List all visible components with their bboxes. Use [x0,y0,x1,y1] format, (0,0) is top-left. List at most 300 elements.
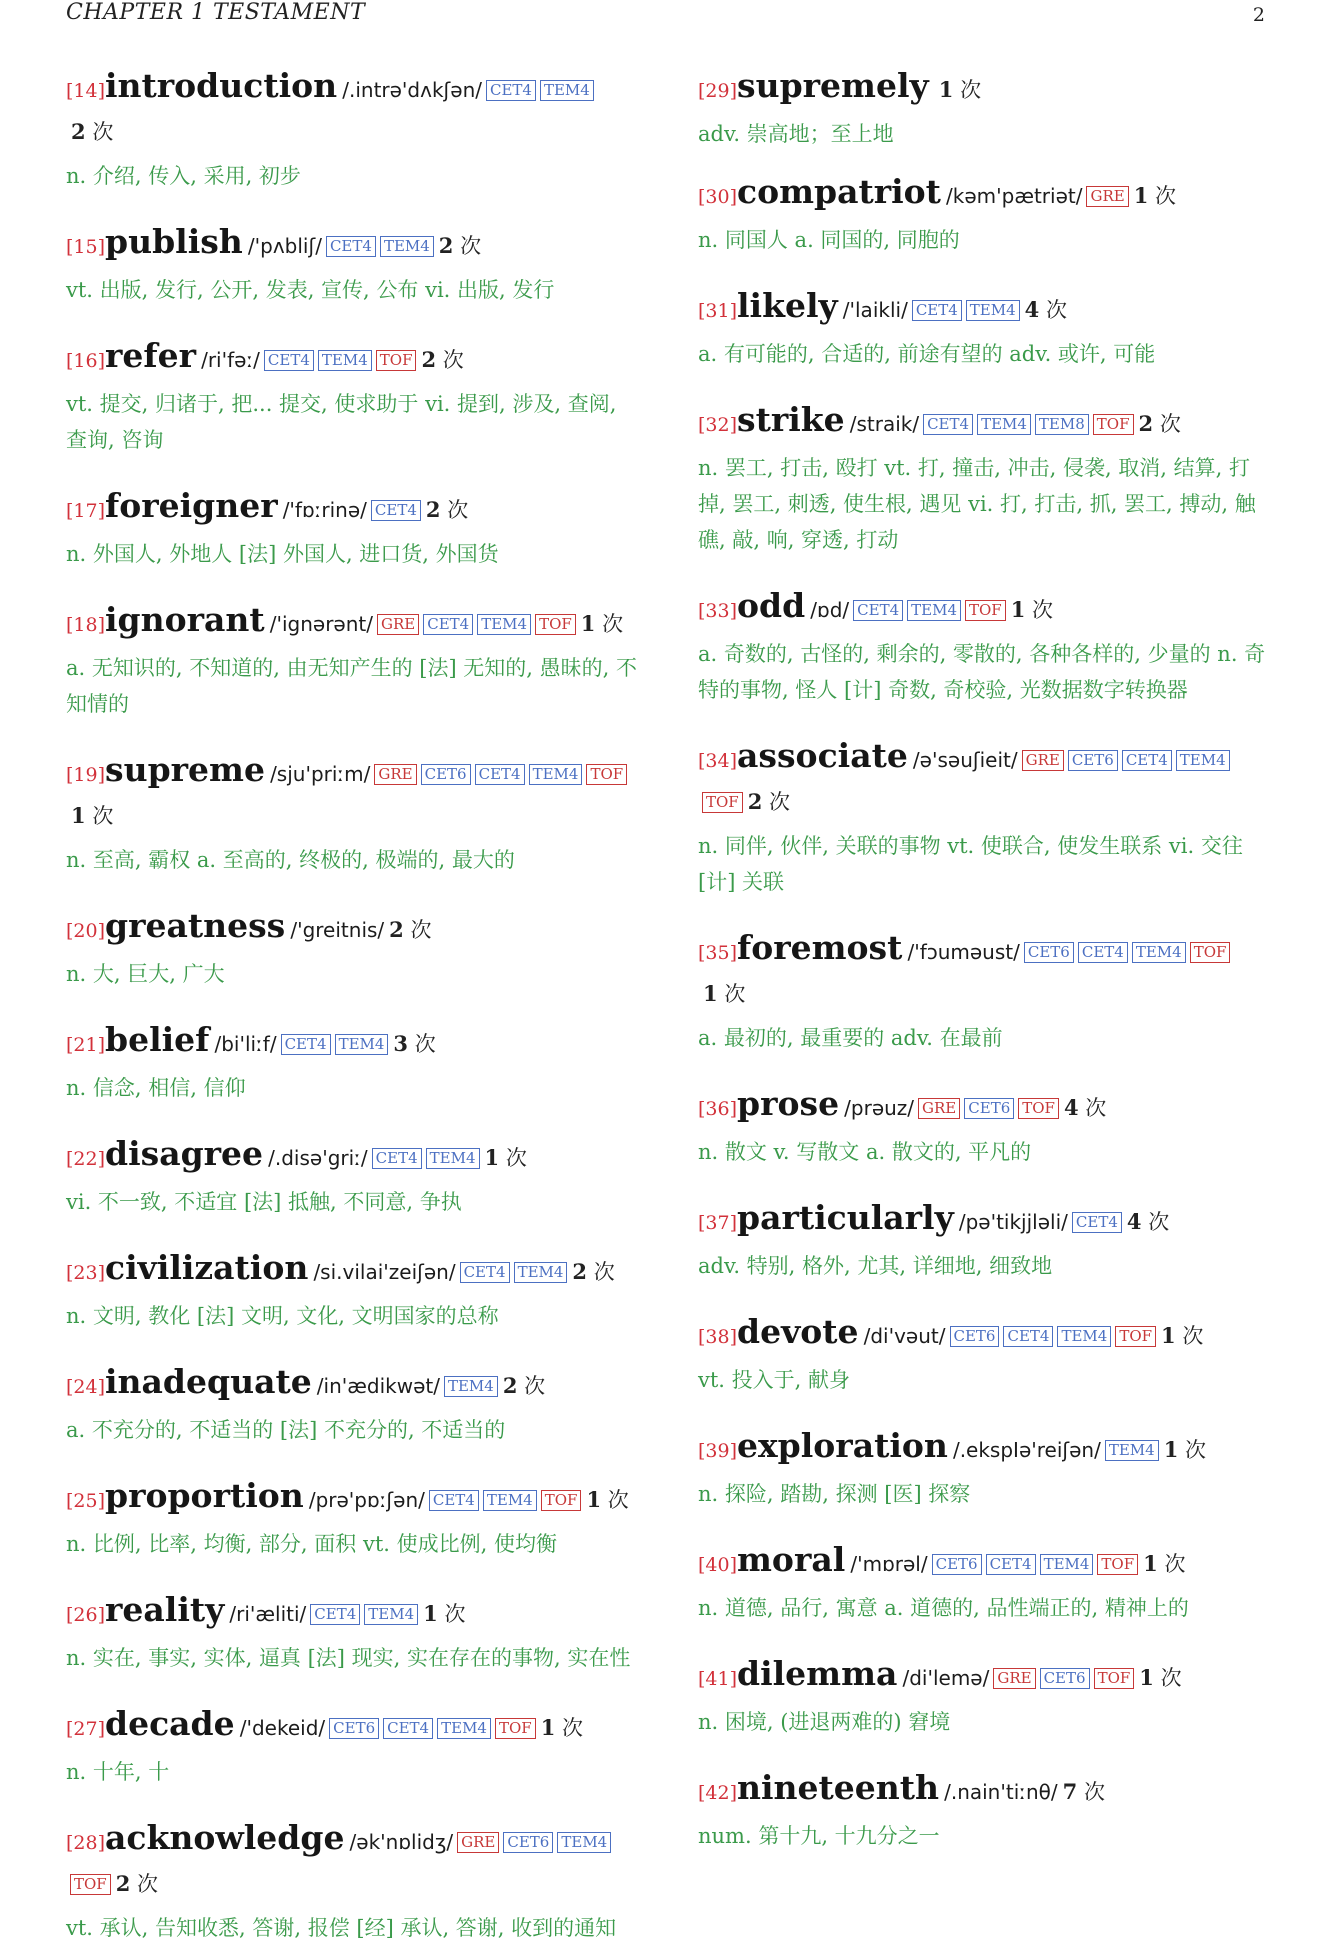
count-number: 2 [421,347,437,372]
count-number: 1 [938,77,954,102]
entry-headline [698,736,1268,824]
definition: n. 探险, 踏勘, 探测 [医] 探察 [698,1482,971,1506]
occurrence-count [703,982,745,1006]
headword: inadequate [105,1362,312,1401]
word-entry [698,1768,1268,1854]
count-number: 1 [586,1487,602,1512]
entry-headline [698,172,1268,218]
count-suffix: 次 [769,790,791,814]
count-suffix: 次 [1164,1552,1186,1576]
exam-tag-gre: GRE [918,1098,960,1119]
definition: n. 信念, 相信, 信仰 [66,1076,246,1100]
word-entry [698,1312,1268,1398]
exam-tag-tem4: TEM4 [1132,942,1186,963]
word-entry [698,1198,1268,1284]
exam-tag-tof: TOF [1093,414,1134,435]
occurrence-count [439,234,481,258]
count-number: 1 [1143,1551,1158,1576]
exam-tag-tem4: TEM4 [483,1490,537,1511]
entry-headline [66,1134,641,1180]
definition: n. 大, 巨大, 广大 [66,962,225,986]
pronunciation: /di'vəut/ [863,1324,946,1348]
entry-index: [17] [66,500,106,522]
pronunciation: /'pʌbliʃ/ [247,234,322,258]
headword: dilemma [737,1654,898,1693]
occurrence-count [1011,598,1053,622]
word-entry [66,336,641,458]
entry-index: [28] [66,1832,106,1854]
word-entry [66,1818,641,1946]
definition: a. 有可能的, 合适的, 前途有望的 adv. 或许, 可能 [698,342,1156,366]
count-number: 2 [502,1373,518,1398]
definition: a. 不充分的, 不适当的 [法] 不充分的, 不适当的 [66,1418,506,1442]
exam-tag-cet6: CET6 [1024,942,1074,963]
occurrence-count [485,1146,527,1170]
exam-tag-cet6: CET6 [421,764,471,785]
word-entry [66,486,641,572]
entry-index: [22] [66,1148,106,1170]
exam-tag-tof: TOF [965,600,1006,621]
count-suffix: 次 [92,120,114,144]
pronunciation: /sju'priːm/ [270,762,371,786]
entry-headline [698,1540,1268,1586]
count-number: 1 [1161,1323,1176,1348]
occurrence-count [1164,1438,1206,1462]
definition: vt. 提交, 归诸于, 把... 提交, 使求助于 vi. 提到, 涉及, 查阅, 查询, 咨询 [66,392,617,452]
count-suffix: 次 [442,348,464,372]
entry-headline [66,906,641,952]
occurrence-count [71,804,113,828]
headword: decade [105,1704,235,1743]
count-suffix: 次 [460,234,482,258]
exam-tag-cet4: CET4 [372,1148,422,1169]
word-entry [698,66,1268,152]
exam-tag-tof: TOF [70,1874,111,1895]
word-entry [66,1590,641,1676]
entry-headline [66,66,641,154]
exam-tag-tem8: TEM8 [1035,414,1089,435]
exam-tag-tem4: TEM4 [380,236,434,257]
word-entry [66,1704,641,1790]
exam-tag-tof: TOF [1190,942,1231,963]
pronunciation: /.intrə'dʌkʃən/ [342,78,482,102]
exam-tag-cet4: CET4 [371,500,421,521]
count-suffix: 次 [1182,1324,1204,1348]
word-entry [66,1248,641,1334]
definition: a. 奇数的, 古怪的, 剩余的, 零散的, 各种各样的, 少量的 n. 奇特的事物, 怪人 [计] 奇数, 奇校验, 光数据数字转换器 [698,642,1266,702]
pronunciation: /ək'nɒlidʒ/ [349,1830,454,1854]
occurrence-count [426,498,468,522]
word-entry [698,400,1268,558]
exam-tag-tem4: TEM4 [907,600,961,621]
occurrence-count [1025,298,1067,322]
exam-tag-cet4: CET4 [310,1604,360,1625]
entry-index: [31] [698,300,738,322]
count-suffix: 次 [505,1146,527,1170]
exam-tag-tem4: TEM4 [426,1148,480,1169]
count-suffix: 次 [447,498,469,522]
occurrence-count [1063,1780,1105,1804]
entry-headline [698,1768,1268,1814]
exam-tag-cet4: CET4 [460,1262,510,1283]
occurrence-count [389,918,431,942]
entry-headline [698,1198,1268,1244]
occurrence-count [71,120,113,144]
entry-index: [26] [66,1604,106,1626]
definition: n. 同国人 a. 同国的, 同胞的 [698,228,960,252]
definition: n. 十年, 十 [66,1760,170,1784]
pronunciation: /.nain'tiːnθ/ [944,1780,1058,1804]
page-number: 2 [1252,4,1265,26]
exam-tag-cet4: CET4 [423,614,473,635]
exam-tag-tem4: TEM4 [437,1718,491,1739]
definition: n. 实在, 事实, 实体, 逼真 [法] 现实, 实在存在的事物, 实在性 [66,1646,631,1670]
pronunciation: /straik/ [849,412,920,436]
headword: exploration [737,1426,948,1465]
exam-tag-tem4: TEM4 [1105,1440,1159,1461]
exam-tag-tem4: TEM4 [966,300,1020,321]
occurrence-count [748,790,790,814]
count-suffix: 次 [562,1716,583,1740]
count-suffix: 次 [1083,1780,1105,1804]
entry-headline [66,1476,641,1522]
count-suffix: 次 [1160,1666,1182,1690]
pronunciation: /bi'liːf/ [214,1032,277,1056]
pronunciation: /'greitnis/ [290,918,385,942]
exam-tag-cet6: CET6 [964,1098,1014,1119]
definition: adv. 特别, 格外, 尤其, 详细地, 细致地 [698,1254,1053,1278]
word-entry [698,1426,1268,1512]
count-suffix: 次 [410,918,432,942]
exam-tag-tof: TOF [1094,1668,1135,1689]
count-number: 2 [115,1871,131,1896]
entry-index: [38] [698,1326,738,1348]
count-suffix: 次 [1045,298,1067,322]
headword: ignorant [105,600,265,639]
exam-tag-cet4: CET4 [475,764,525,785]
count-number: 3 [393,1031,409,1056]
count-suffix: 次 [1032,598,1054,622]
headword: publish [105,222,243,261]
occurrence-count [1127,1210,1169,1234]
definition: n. 同伴, 伙伴, 关联的事物 vt. 使联合, 使发生联系 vi. 交往 [计] 关联 [698,834,1243,894]
entry-index: [19] [66,764,106,786]
word-entry [66,222,641,308]
entry-headline [698,1312,1268,1358]
entry-headline [698,400,1268,446]
headword: proportion [105,1476,304,1515]
pronunciation: /.disə'griː/ [268,1146,368,1170]
count-suffix: 次 [960,78,982,102]
entry-index: [20] [66,920,106,942]
count-suffix: 次 [92,804,114,828]
definition: vi. 不一致, 不适宜 [法] 抵触, 不同意, 争执 [66,1190,462,1214]
pronunciation: /ə'səuʃieit/ [912,748,1018,772]
word-entry [698,928,1268,1056]
headword: reality [105,1590,225,1629]
exam-tag-cet6: CET6 [329,1718,379,1739]
count-suffix: 次 [524,1374,546,1398]
entry-index: [15] [66,236,106,258]
exam-tag-cet4: CET4 [912,300,962,321]
pronunciation: /in'ædikwət/ [316,1374,440,1398]
pronunciation: /'ignərənt/ [269,612,373,636]
exam-tag-tem4: TEM4 [477,614,531,635]
count-number: 1 [540,1715,556,1740]
entry-index: [24] [66,1376,106,1398]
occurrence-count [503,1374,545,1398]
word-entry [698,1654,1268,1740]
count-number: 4 [1126,1209,1142,1234]
exam-tag-gre: GRE [377,614,419,635]
pronunciation: /prə'pɒːʃən/ [308,1488,425,1512]
count-suffix: 次 [444,1602,466,1626]
occurrence-count [939,78,981,102]
count-number: 2 [747,789,763,814]
count-suffix: 次 [724,982,746,1006]
count-suffix: 次 [602,612,624,636]
exam-tag-tof: TOF [376,350,417,371]
definition: n. 介绍, 传入, 采用, 初步 [66,164,301,188]
word-entry [66,600,641,722]
entry-index: [16] [66,350,106,372]
entry-index: [29] [698,80,738,102]
exam-tag-tof: TOF [1115,1326,1156,1347]
count-suffix: 次 [414,1032,436,1056]
count-number: 1 [484,1145,500,1170]
entry-headline [66,600,641,646]
headword: acknowledge [105,1818,345,1857]
headword: supreme [105,750,265,789]
headword: introduction [105,66,338,105]
exam-tag-gre: GRE [457,1832,499,1853]
exam-tag-cet4: CET4 [853,600,903,621]
definition: adv. 崇高地；至上地 [698,122,894,146]
word-entry [698,586,1268,708]
definition: vt. 承认, 告知收悉, 答谢, 报偿 [经] 承认, 答谢, 收到的通知 [66,1916,617,1940]
entry-index: [39] [698,1440,738,1462]
exam-tag-tem4: TEM4 [529,764,583,785]
exam-tag-cet6: CET6 [950,1326,1000,1347]
pronunciation: /ri'fəː/ [201,348,260,372]
exam-tag-cet4: CET4 [326,236,376,257]
occurrence-count [1161,1324,1203,1348]
count-number: 4 [1024,297,1040,322]
headword: supremely [737,66,929,105]
chapter-title: CHAPTER 1 TESTAMENT [66,0,366,25]
count-suffix: 次 [1155,184,1177,208]
pronunciation: /.ekspIə'reiʃən/ [952,1438,1101,1462]
definition: a. 最初的, 最重要的 adv. 在最前 [698,1026,1003,1050]
exam-tag-cet4: CET4 [383,1718,433,1739]
exam-tag-tof: TOF [586,764,627,785]
entry-headline [66,336,641,382]
exam-tag-cet6: CET6 [1040,1668,1090,1689]
headword: belief [105,1020,210,1059]
exam-tag-gre: GRE [374,764,416,785]
exam-tag-tem4: TEM4 [444,1376,498,1397]
headword: particularly [737,1198,954,1237]
occurrence-count [1139,1666,1181,1690]
definition: vt. 投入于, 献身 [698,1368,851,1392]
pronunciation: /ri'æliti/ [229,1602,307,1626]
definition: n. 散文 v. 写散文 a. 散文的, 平凡的 [698,1140,1032,1164]
occurrence-count [572,1260,614,1284]
exam-tag-cet4: CET4 [264,350,314,371]
exam-tag-gre: GRE [1022,750,1064,771]
occurrence-count [541,1716,583,1740]
entry-index: [42] [698,1782,738,1804]
exam-tag-gre: GRE [1086,186,1128,207]
definition: n. 困境, (进退两难的) 窘境 [698,1710,951,1734]
exam-tag-tem4: TEM4 [318,350,372,371]
entry-index: [35] [698,942,738,964]
word-entry [698,736,1268,900]
headword: compatriot [737,172,941,211]
count-number: 1 [580,611,596,636]
entry-index: [14] [66,80,106,102]
exam-tag-tof: TOF [702,792,743,813]
headword: foremost [737,928,903,967]
entry-index: [37] [698,1212,738,1234]
occurrence-count [1134,184,1176,208]
count-number: 1 [1163,1437,1179,1462]
entry-headline [698,1426,1268,1472]
exam-tag-tof: TOF [1018,1098,1059,1119]
definition: a. 无知识的, 不知道的, 由无知产生的 [法] 无知的, 愚昧的, 不知情的 [66,656,638,716]
exam-tag-tof: TOF [541,1490,582,1511]
occurrence-count [1143,1552,1185,1576]
exam-tag-cet4: CET4 [281,1034,331,1055]
count-suffix: 次 [593,1260,615,1284]
occurrence-count [421,348,463,372]
exam-tag-tof: TOF [535,614,576,635]
occurrence-count [116,1872,158,1896]
entry-index: [34] [698,750,738,772]
word-entry [66,66,641,194]
entry-index: [30] [698,186,738,208]
count-suffix: 次 [607,1488,629,1512]
headword: greatness [105,906,286,945]
headword: strike [737,400,845,439]
exam-tag-tem4: TEM4 [514,1262,568,1283]
count-number: 7 [1062,1779,1078,1804]
exam-tag-tof: TOF [1097,1554,1138,1575]
entry-headline [698,66,1268,112]
count-number: 2 [389,917,404,942]
definition: n. 罢工, 打击, 殴打 vt. 打, 撞击, 冲击, 侵袭, 取消, 结算, 打掉, 罢工, 刺透, 使生根, 遇见 vi. 打, 打击, 抓, 罢工, 搏动, 触礁, 敲, 响, 穿透, 打动 [698,456,1256,552]
pronunciation: /'fɔuməust/ [907,940,1020,964]
exam-tag-tem4: TEM4 [540,80,594,101]
count-number: 1 [1139,1665,1154,1690]
entry-index: [21] [66,1034,106,1056]
count-number: 1 [423,1601,438,1626]
pronunciation: /ɒd/ [810,598,850,622]
exam-tag-cet4: CET4 [486,80,536,101]
definition: n. 道德, 品行, 寓意 a. 道德的, 品性端正的, 精神上的 [698,1596,1189,1620]
definition: n. 外国人, 外地人 [法] 外国人, 进口货, 外国货 [66,542,499,566]
entry-index: [25] [66,1490,106,1512]
count-suffix: 次 [1085,1096,1107,1120]
headword: moral [737,1540,846,1579]
headword: likely [737,286,838,325]
entry-index: [33] [698,600,738,622]
exam-tag-cet6: CET6 [1068,750,1118,771]
entry-index: [32] [698,414,738,436]
right-column [698,66,1268,1854]
headword: disagree [105,1134,264,1173]
count-number: 1 [703,981,718,1006]
word-entry [66,750,641,878]
word-entry [66,1362,641,1448]
exam-tag-tem4: TEM4 [364,1604,418,1625]
count-number: 4 [1063,1095,1079,1120]
word-entry [66,1134,641,1220]
pronunciation: /kəm'pætriət/ [946,184,1083,208]
entry-headline [698,928,1268,1016]
entry-index: [40] [698,1554,738,1576]
entry-index: [23] [66,1262,106,1284]
entry-index: [36] [698,1098,738,1120]
left-column [66,66,641,1946]
pronunciation: /'mɒrəl/ [850,1552,928,1576]
headword: odd [737,586,806,625]
exam-tag-tem4: TEM4 [557,1832,611,1853]
definition: n. 文明, 教化 [法] 文明, 文化, 文明国家的总称 [66,1304,499,1328]
exam-tag-cet6: CET6 [932,1554,982,1575]
entry-headline [698,286,1268,332]
word-entry [698,286,1268,372]
headword: refer [105,336,196,375]
occurrence-count [423,1602,465,1626]
entry-headline [66,1818,641,1906]
definition: n. 比例, 比率, 均衡, 部分, 面积 vt. 使成比例, 使均衡 [66,1532,557,1556]
occurrence-count [581,612,623,636]
count-number: 2 [438,233,454,258]
count-suffix: 次 [1159,412,1181,436]
count-suffix: 次 [1185,1438,1207,1462]
word-entry [66,906,641,992]
pronunciation: /'fɒːrinə/ [282,498,367,522]
pronunciation: /si.vilai'zeiʃən/ [313,1260,456,1284]
exam-tag-cet6: CET6 [503,1832,553,1853]
entry-headline [66,222,641,268]
exam-tag-tem4: TEM4 [977,414,1031,435]
pronunciation: /'laikli/ [842,298,908,322]
count-suffix: 次 [137,1872,159,1896]
entry-headline [66,1248,641,1294]
entry-headline [66,486,641,532]
count-number: 1 [71,803,86,828]
exam-tag-cet4: CET4 [1122,750,1172,771]
headword: foreigner [105,486,278,525]
entry-index: [27] [66,1718,106,1740]
exam-tag-cet4: CET4 [1078,942,1128,963]
exam-tag-cet4: CET4 [1003,1326,1053,1347]
entry-headline [698,1084,1268,1130]
occurrence-count [586,1488,628,1512]
pronunciation: /di'lemə/ [902,1666,990,1690]
occurrence-count [393,1032,435,1056]
word-entry [66,1476,641,1562]
word-entry [698,1084,1268,1170]
entry-index: [18] [66,614,106,636]
headword: civilization [105,1248,309,1287]
occurrence-count [1064,1096,1106,1120]
exam-tag-tem4: TEM4 [1057,1326,1111,1347]
headword: devote [737,1312,859,1351]
entry-headline [66,750,641,838]
